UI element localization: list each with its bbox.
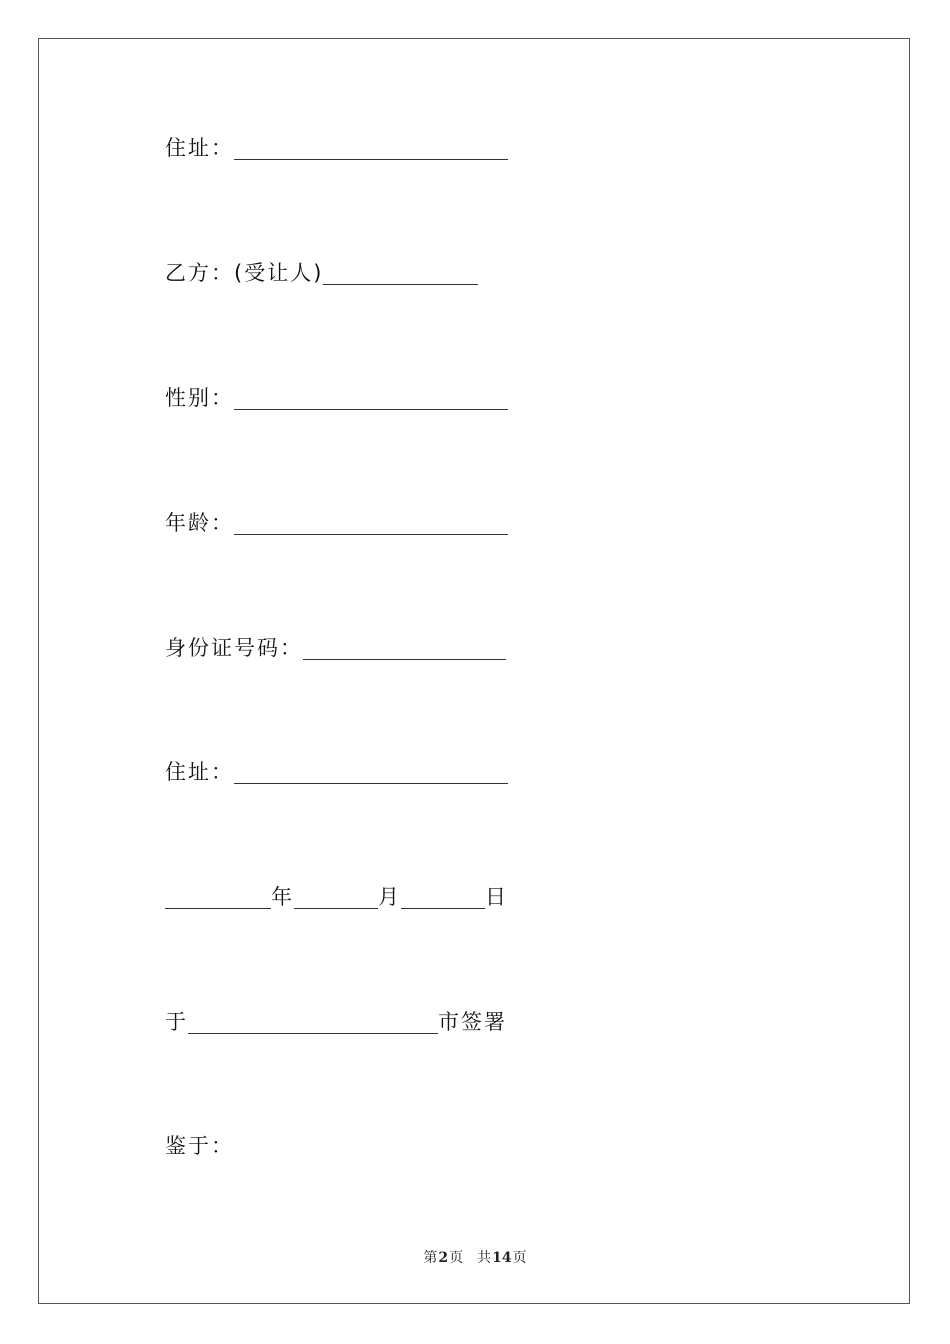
party-b-blank[interactable] [323, 262, 478, 285]
sign-suffix: 市签署 [438, 1010, 507, 1034]
address-row-1 [165, 132, 508, 162]
page-footer [0, 1247, 950, 1267]
address-label: 住址： [165, 136, 234, 160]
id-number-blank[interactable] [303, 637, 506, 660]
year-blank[interactable] [165, 886, 271, 909]
year-label: 年 [271, 885, 294, 909]
id-number-label: 身份证号码： [165, 636, 303, 660]
address-blank[interactable] [234, 137, 508, 160]
id-number-row [165, 632, 506, 662]
whereas-heading: 鉴于： [165, 1134, 234, 1158]
day-blank[interactable] [401, 886, 485, 909]
total-prefix: 共 [477, 1250, 492, 1266]
gender-label: 性别： [165, 386, 234, 410]
month-label: 月 [378, 885, 401, 909]
month-blank[interactable] [294, 886, 378, 909]
sign-prefix: 于 [165, 1010, 188, 1034]
page-suffix: 页 [449, 1250, 464, 1266]
whereas-row [165, 1130, 234, 1160]
total-pages: 14 [492, 1250, 512, 1266]
page-number: 2 [438, 1250, 449, 1266]
date-row [165, 881, 508, 911]
total-suffix: 页 [512, 1250, 527, 1266]
sign-location-row [165, 1006, 507, 1036]
city-blank[interactable] [188, 1011, 438, 1034]
gender-blank[interactable] [234, 387, 508, 410]
address-row-2 [165, 756, 508, 786]
gender-row [165, 382, 508, 412]
address-label: 住址： [165, 760, 234, 784]
age-row [165, 507, 508, 537]
address-blank[interactable] [234, 761, 508, 784]
age-label: 年龄： [165, 511, 234, 535]
age-blank[interactable] [234, 512, 508, 535]
party-b-label: 乙方：(受让人) [165, 261, 324, 285]
party-b-row [165, 257, 478, 287]
day-label: 日 [485, 885, 508, 909]
document-page [38, 38, 910, 1304]
page-prefix: 第 [423, 1250, 438, 1266]
